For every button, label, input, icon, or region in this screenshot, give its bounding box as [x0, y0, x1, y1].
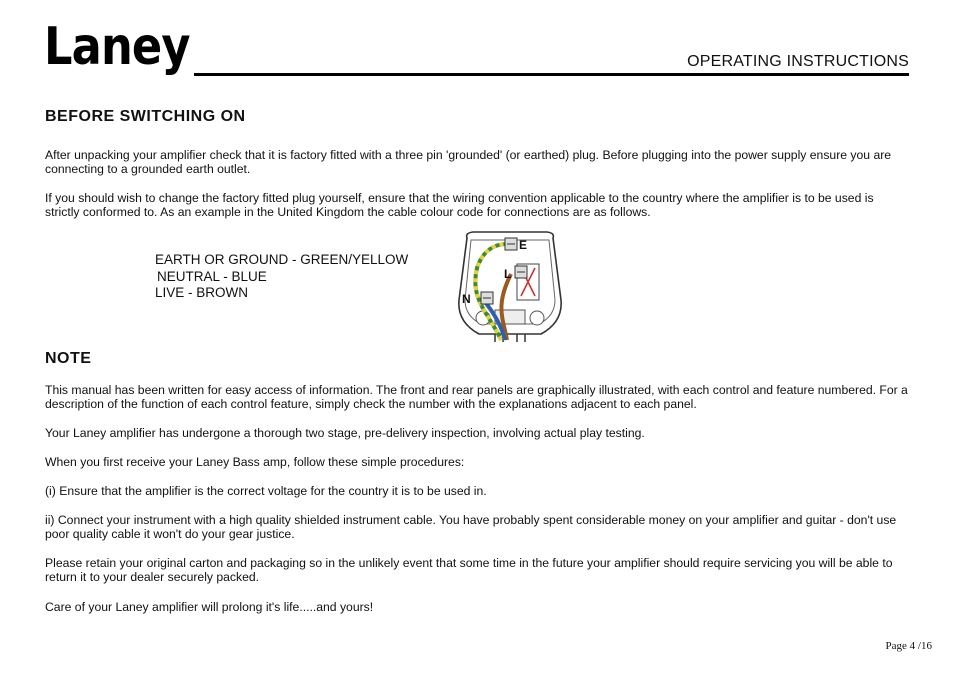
plug-label-e: E: [519, 238, 528, 252]
wiring-live: LIVE - BROWN: [155, 285, 249, 300]
section-heading-note: NOTE: [45, 350, 92, 367]
plug-label-l: L: [504, 267, 512, 281]
paragraph-care: Care of your Laney amplifier will prolong it's life.....and yours!: [45, 600, 374, 614]
paragraph-manual-info: This manual has been written for easy access of information. The front and rear panels are graphically illustrated, with each control and feature numbered. For a description of the function of each control feature, simply check the number with the explanations adjacent to each panel.: [45, 383, 908, 411]
laney-logo: Laney: [44, 17, 190, 77]
wiring-earth: EARTH OR GROUND - GREEN/YELLOW: [155, 252, 409, 267]
wiring-color-list: [155, 252, 408, 302]
paragraph-packaging: Please retain your original carton and packaging so in the unlikely event that some time in the future your amplifier should require servicing you will be able to return it to your dealer securely packed.: [45, 556, 893, 584]
page-number: Page 4 /16: [885, 640, 932, 652]
paragraph-plug-check: After unpacking your amplifier check that it is factory fitted with a three pin 'grounded' (or earthed) plug. Before plugging into the power supply ensure you are connecting to a grounded earth outlet.: [45, 148, 892, 176]
wiring-neutral: NEUTRAL - BLUE: [157, 268, 267, 284]
paragraph-wiring-convention: If you should wish to change the factory fitted plug yourself, ensure that the wiring convention applicable to the country where the amplifier is to be used is strictly conformed to. As an example in the United Kingdom the cable colour code for connections are as follows.: [45, 191, 874, 219]
plug-wiring-icon: [455, 230, 565, 342]
header-title: OPERATING INSTRUCTIONS: [687, 53, 909, 70]
paragraph-procedures-intro: When you first receive your Laney Bass amp, follow these simple procedures:: [45, 455, 465, 469]
section-heading-before-switching: BEFORE SWITCHING ON: [45, 108, 246, 125]
paragraph-inspection: Your Laney amplifier has undergone a thorough two stage, pre-delivery inspection, involving actual play testing.: [45, 426, 645, 440]
paragraph-cable-advice: ii) Connect your instrument with a high quality shielded instrument cable. You have probably spent considerable money on your amplifier and guitar - don't use poor quality cable it won't do your gear justice.: [45, 513, 897, 541]
plug-label-n: N: [462, 292, 471, 306]
header-rule: [194, 73, 909, 76]
paragraph-voltage-check: (i) Ensure that the amplifier is the correct voltage for the country it is to be used in.: [45, 484, 487, 498]
